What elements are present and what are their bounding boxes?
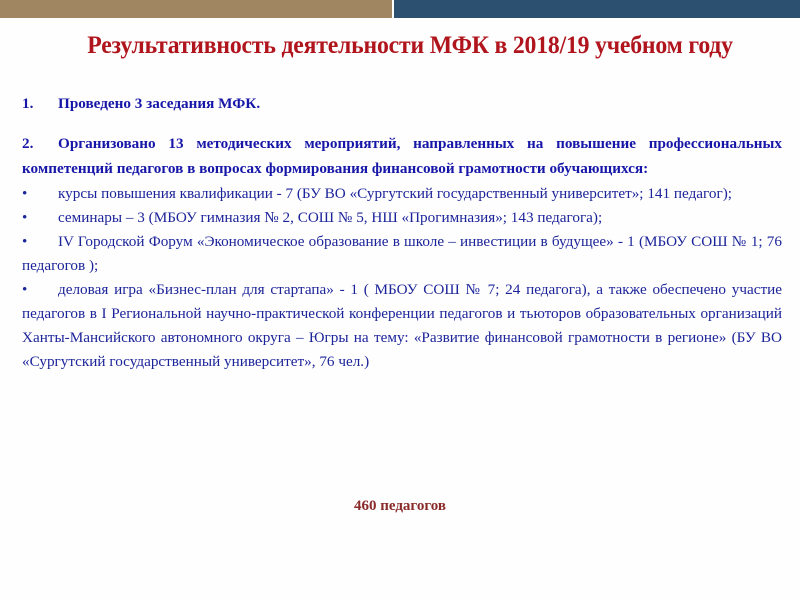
bullet-text: семинары – 3 (МБОУ гимназия № 2, СОШ № 5, НШ «Прогимназия»; 143 педагога); [58,209,603,226]
bullet-icon: • [22,209,28,226]
slide-content [22,92,782,374]
list-item-meetings [22,92,782,116]
item-text: Организовано 13 методических мероприятий, направленных на повышение профессиональных компетенций педагогов в вопросах формирования финансовой грамотности обучающихся: [22,135,782,177]
header-bar-tan [0,0,392,18]
bullet-icon: • [22,233,28,250]
bullet-text: курсы повышения квалификации - 7 (БУ ВО «Сургутский государственный университет»; 141 педагог); [58,185,732,202]
events-list [22,182,782,374]
bullet-item-courses [22,182,782,206]
header-bar-blue [394,0,800,18]
bullet-text: деловая игра «Бизнес-план для стартапа» - 1 ( МБОУ СОШ № 7; 24 педагога), а также обеспечено участие педагогов в I Региональной научно-практической конференции педагогов и тьюторов образовательных организаций Ханты-Мансийского автономного округа – Югры на тему: «Развитие финансовой грамотности в регионе» (БУ ВО «Сургутский государственный университет», 76 чел.) [22,281,782,370]
bullet-icon: • [22,185,28,202]
item-number: 1. [22,95,34,112]
bullet-item-seminars [22,206,782,230]
slide-title: Результативность деятельности МФК в 2018/19 учебном году [87,30,733,59]
bullet-item-forum [22,230,782,278]
list-item-events [22,131,782,181]
item-text: Проведено 3 заседания МФК. [58,95,261,112]
bullet-item-business-game [22,278,782,374]
bullet-icon: • [22,281,28,298]
item-number: 2. [22,135,34,152]
bullet-text: IV Городской Форум «Экономическое образование в школе – инвестиции в будущее» - 1 (МБОУ СОШ № 1; 76 педагогов ); [22,233,782,274]
total-teachers: 460 педагогов [353,498,447,514]
